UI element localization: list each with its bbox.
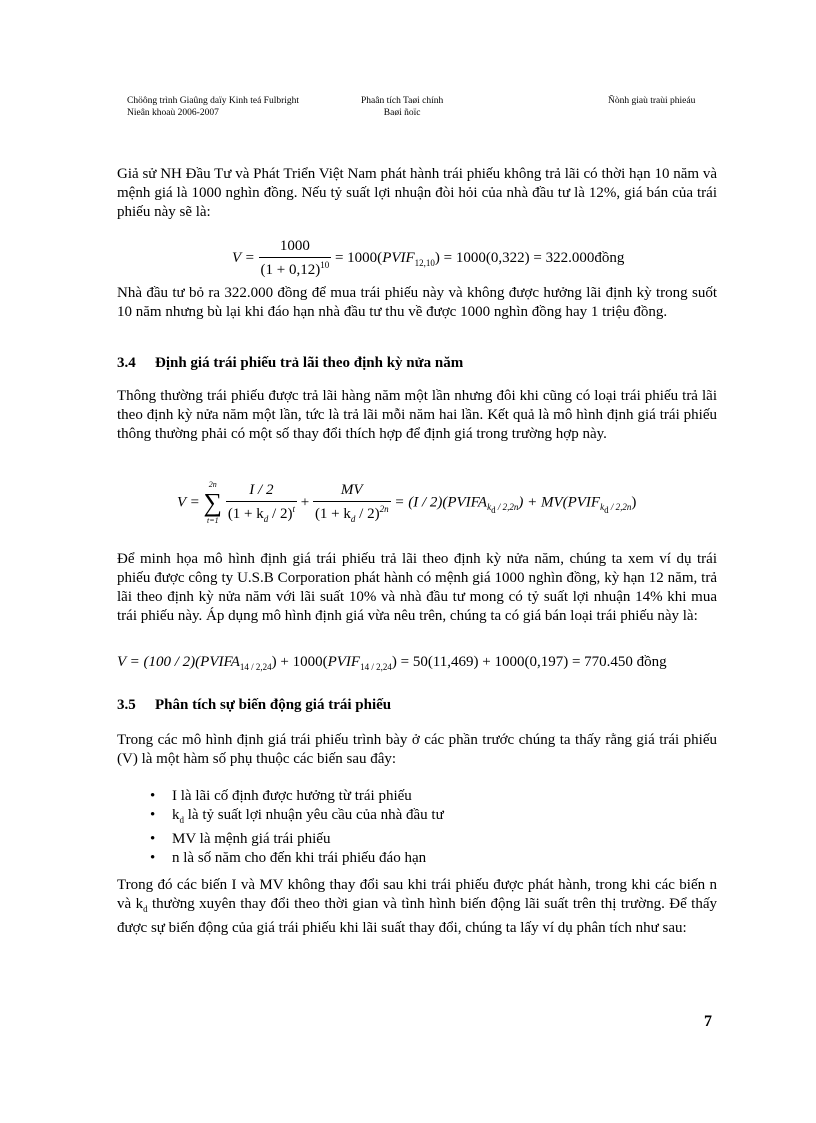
para6-text-b: thường xuyên thay đổi theo thời gian và tình hình biến động lãi suất trên thị trường. Để thấy được sự biến động của giá trái phiếu khi lãi suất thay đổi, chúng ta lấy ví dụ phân tích như sau: [117, 896, 717, 936]
equation-example-calc [117, 654, 667, 672]
eq2-tail1: = (I / 2)(PVIFA [390, 494, 488, 511]
eq2-f2-num: MV [340, 482, 363, 498]
eq2-tail2-sub: k [600, 502, 605, 513]
eq2-f2-den-sub: d [350, 514, 356, 524]
eq2-f1-den-b: / 2) [268, 506, 293, 522]
section-heading-3-5 [117, 697, 391, 714]
list-item-text: I là lãi cố định được hưởng từ trái phiếu [172, 788, 412, 804]
equation-zero-coupon [232, 238, 624, 279]
list-item-sub: d [179, 815, 184, 825]
section-heading-3-4 [117, 355, 463, 372]
paragraph-intro: Giả sử NH Đầu Tư và Phát Triển Việt Nam phát hành trái phiếu không trả lãi có thời hạn 10 năm và mệnh giá là 1000 nghìn đồng. Nếu tỷ suất lợi nhuận đòi hỏi của nhà đầu tư là 12%, giá bán của trái phiếu này sẽ là: [117, 166, 717, 220]
list-item [150, 787, 444, 806]
section-title: Định giá trái phiếu trả lãi theo định kỳ nửa năm [155, 355, 464, 371]
eq2-f2-den-b: / 2) [355, 506, 380, 522]
eq2-tail1-subsub: d [491, 505, 496, 516]
list-item-text-tail: là tỷ suất lợi nhuận yêu cầu của nhà đầu tư [184, 807, 444, 823]
eq1-mid: = 1000( [331, 249, 383, 266]
eq2-fraction-face [313, 482, 391, 524]
header-course: Phaân tích Taøi chính [361, 96, 444, 106]
summation-symbol [204, 480, 223, 526]
eq2-f1-num: I / 2 [249, 482, 274, 498]
list-item [150, 830, 444, 849]
eq2-f2-den [313, 501, 391, 524]
header-center [361, 95, 443, 119]
variables-list [150, 787, 444, 868]
list-item-text: MV là mệnh giá trái phiếu [172, 831, 331, 847]
header-year: Nieân khoaù 2006-2007 [127, 108, 219, 118]
eq2-f1-den-a: (1 + k [227, 506, 264, 522]
eq1-rest: ) = 1000(0,322) = 322.000đồng [434, 249, 625, 266]
header-left [127, 95, 299, 119]
paragraph-semiannual: Thông thường trái phiếu được trả lãi hàng năm một lần nhưng đôi khi cũng có loại trái phiếu trả lãi theo định kỳ nửa năm một lần, tức là trả lãi mỗi năm hai lần. Kết quả là mô hình định giá trái phiếu thông thường phải có một số thay đổi thích hợp để định giá trong trường hợp này. [117, 388, 717, 442]
eq2-f1-den [226, 501, 297, 524]
paragraph-zero-coupon-explain: Nhà đầu tư bỏ ra 322.000 đồng để mua trái phiếu này và không được hưởng lãi định kỳ trong suốt 10 năm nhưng bù lại khi đáo hạn nhà đầu tư thu về được 1000 nghìn đồng hay 1 triệu đồng. [117, 285, 717, 320]
para6-text-a: Trong đó các biến I và MV không thay đổi sau khi trái phiếu được phát hành, trong khi các biến n và k [117, 877, 717, 912]
eq3-pvif-sub: 14 / 2,24 [360, 662, 392, 672]
eq1-numerator: 1000 [279, 238, 310, 254]
equation-semiannual-model [177, 480, 636, 526]
header-topic: Ñònh giaù traùi phieáu [608, 96, 696, 106]
list-item [150, 849, 444, 868]
para6-sub: d [143, 904, 148, 914]
eq2-fraction-coupon [226, 482, 297, 524]
list-item-text: k [172, 807, 180, 823]
paragraph-variable-changes [117, 876, 717, 938]
paragraph-example: Để minh họa mô hình định giá trái phiếu trả lãi theo định kỳ nửa năm, chúng ta xem ví dụ trái phiếu được công ty U.S.B Corporation phát hành có mệnh giá 1000 nghìn đồng, kỳ hạn 12 năm, trả lãi theo định kỳ nửa năm với lãi suất 10% và nhà đầu tư mong có tỷ suất lợi nhuận 14% khi mua trái phiếu này. Áp dụng mô hình định giá vừa nêu trên, chúng ta có giá bán loại trái phiếu này là: [117, 551, 717, 624]
section-number: 3.4 [117, 355, 136, 371]
eq2-tail1-sub2: / 2,2n [495, 502, 519, 513]
eq2-tail1-sub: k [487, 502, 492, 513]
sum-upper: 2n [208, 480, 217, 489]
eq3-pvifa: PVIFA [200, 654, 240, 670]
page-number: 7 [704, 1013, 712, 1030]
bullet-icon: • [150, 850, 156, 866]
eq1-pvif-sub: 12,10 [414, 257, 435, 268]
sigma-glyph: ∑ [203, 488, 223, 517]
section-number: 3.5 [117, 697, 136, 713]
eq2-tail2-sub2: / 2,2n [608, 502, 632, 513]
eq3-p3: ) = 50(11,469) + 1000(0,197) = 770.450 đồng [391, 654, 667, 670]
eq2-lhs: V = [177, 494, 200, 511]
eq1-fraction [259, 238, 332, 279]
eq1-denominator [259, 257, 332, 279]
eq3-p2: ) + 1000( [271, 654, 328, 670]
eq2-tail2: ) + MV(PVIF [518, 494, 601, 511]
eq1-pvif: PVIF [382, 249, 415, 266]
bullet-icon: • [150, 788, 156, 804]
header-program: Chöông trình Giaûng daïy Kinh teá Fulbright [127, 96, 300, 106]
eq2-tail2-subsub: d [604, 505, 609, 516]
eq1-den-base: (1 + 0,12) [260, 262, 321, 278]
eq2-plus: + [300, 494, 310, 511]
eq2-f1-den-sub: d [263, 514, 269, 524]
eq2-tail3: ) [631, 494, 637, 511]
eq1-lhs: V = [232, 249, 255, 266]
eq3-p1: V = (100 / 2)( [117, 654, 201, 670]
eq3-pvif: PVIF [327, 654, 361, 670]
bullet-icon: • [150, 831, 156, 847]
list-item [150, 806, 444, 830]
section-title: Phân tích sự biến động giá trái phiếu [155, 697, 392, 713]
eq3-pvifa-sub: 14 / 2,24 [239, 662, 272, 672]
header-reading: Baøi ñoïc [383, 108, 421, 118]
bullet-icon: • [150, 807, 156, 823]
paragraph-variables-intro: Trong các mô hình định giá trái phiếu trình bày ở các phần trước chúng ta thấy rằng giá trái phiếu (V) là một hàm số phụ thuộc các biến sau đây: [117, 732, 717, 767]
sum-lower: t=1 [206, 516, 219, 525]
list-item-text: n là số năm cho đến khi trái phiếu đáo hạn [172, 850, 427, 866]
eq1-den-exp: 10 [320, 260, 330, 270]
eq2-f2-exp: 2n [379, 504, 389, 514]
eq2-f2-den-a: (1 + k [314, 506, 351, 522]
eq2-f1-exp: t [292, 504, 295, 514]
